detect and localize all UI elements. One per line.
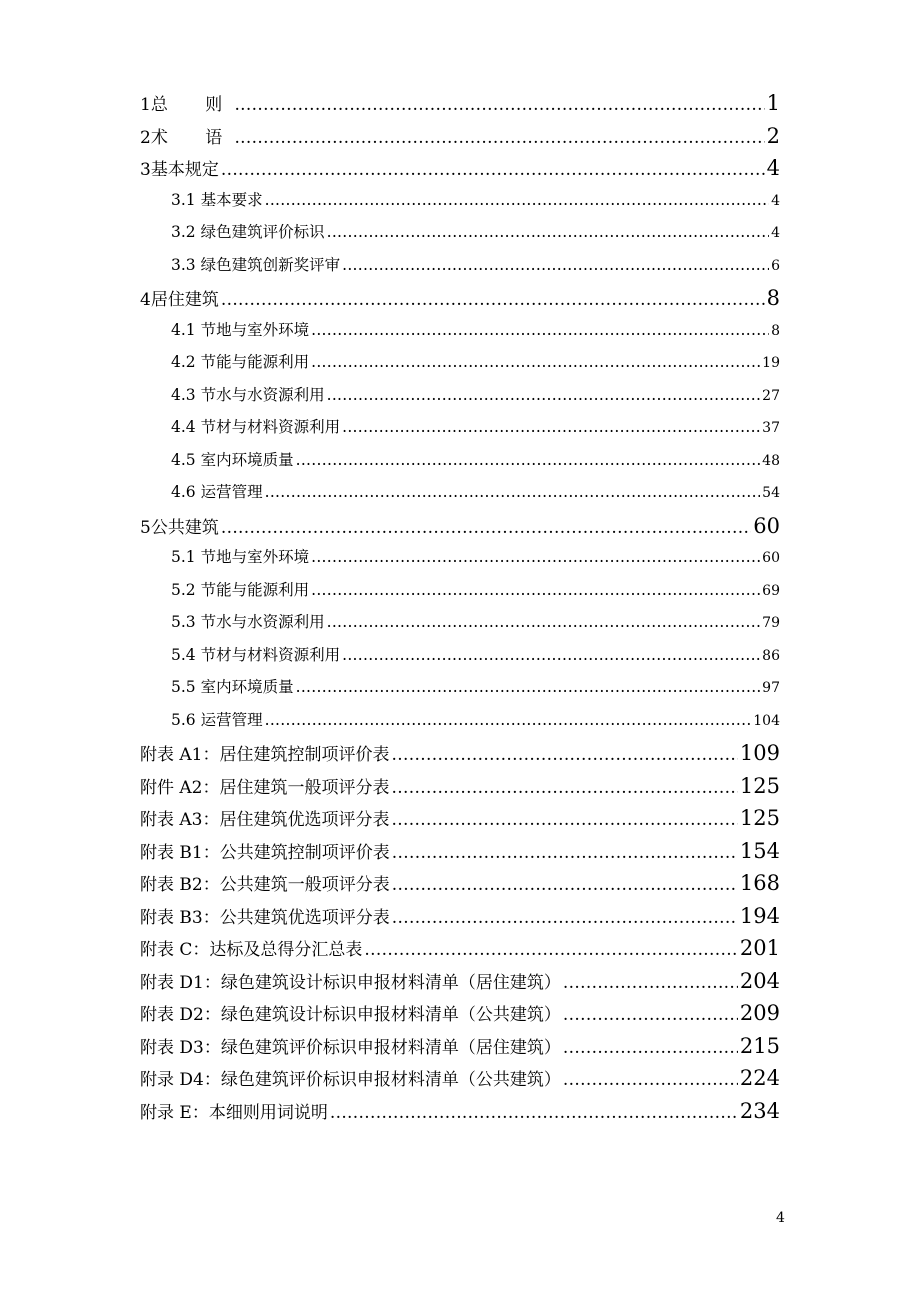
toc-entry[interactable]: [140, 1065, 780, 1098]
toc-entry-page: 168: [739, 871, 780, 895]
toc-entry-page: 4: [771, 192, 780, 209]
toc-entry-title: 附表 A3：居住建筑优选项评分表: [140, 810, 390, 830]
toc-dot-leader: [392, 810, 738, 830]
toc-entry[interactable]: [140, 610, 780, 643]
toc-entry-page: 8: [771, 322, 780, 339]
toc-entry-page: 4: [771, 225, 780, 241]
toc-entry[interactable]: [140, 870, 780, 903]
toc-entry-title: 4.5 室内环境质量: [171, 450, 294, 469]
toc-entry-title: 4.4 节材与材料资源利用: [171, 418, 341, 436]
toc-entry-page: 8: [766, 286, 780, 310]
toc-entry-page: 48: [762, 452, 780, 469]
toc-dot-leader: [342, 646, 760, 664]
toc-dot-leader: [342, 256, 769, 274]
toc-dot-leader: [364, 940, 737, 960]
toc-dot-leader: [563, 1005, 738, 1025]
toc-entry[interactable]: [140, 805, 780, 838]
toc-entry-page: 69: [762, 582, 780, 599]
toc-dot-leader: [234, 128, 764, 148]
toc-entry-page: 2: [766, 123, 780, 148]
toc-entry-number: 2: [140, 127, 151, 148]
toc-entry-page: 204: [739, 968, 780, 993]
toc-entry-title: 5.2 节能与能源利用: [171, 580, 310, 599]
toc-dot-leader: [311, 581, 760, 599]
toc-entry-number: 5: [140, 517, 151, 538]
toc-entry[interactable]: [140, 155, 780, 188]
toc-entry-page: 234: [739, 1098, 780, 1123]
toc-entry[interactable]: [140, 90, 780, 123]
toc-entry-title: 4.3 节水与水资源利用: [171, 385, 325, 404]
toc-dot-leader: [327, 386, 761, 404]
toc-entry-page: 6: [771, 257, 780, 274]
toc-entry-title: 5.3 节水与水资源利用: [171, 613, 325, 631]
toc-entry-page: 194: [739, 903, 780, 928]
toc-dot-leader: [327, 223, 770, 241]
toc-dot-leader: [311, 548, 760, 566]
toc-dot-leader: [563, 1038, 738, 1058]
toc-entry[interactable]: [140, 545, 780, 578]
toc-entry[interactable]: [140, 838, 780, 871]
toc-entry[interactable]: [140, 415, 780, 448]
toc-entry-title: 附件 A2：居住建筑一般项评分表: [140, 777, 390, 798]
toc-entry-title: 总 则: [150, 95, 233, 115]
toc-dot-leader: [392, 843, 738, 863]
toc-entry-title: 基本规定: [150, 160, 219, 180]
toc-entry-page: 27: [762, 387, 780, 404]
toc-dot-leader: [234, 95, 764, 115]
toc-entry-title: 附表 D2：绿色建筑设计标识申报材料清单（公共建筑）: [140, 1005, 561, 1025]
toc-entry-title: 附表 C：达标及总得分汇总表: [140, 940, 363, 960]
toc-entry-title: 5.1 节地与室外环境: [171, 548, 310, 566]
page-number: 4: [776, 1210, 785, 1226]
toc-dot-leader: [392, 875, 738, 895]
toc-dot-leader: [327, 613, 761, 631]
toc-entry-page: 201: [739, 936, 780, 960]
toc-entry[interactable]: [140, 675, 780, 708]
toc-entry-number: 1: [140, 95, 151, 115]
toc-dot-leader: [392, 778, 738, 798]
toc-entry-page: 60: [753, 513, 780, 538]
toc-entry-title: 居住建筑: [150, 290, 219, 310]
toc-entry-page: 37: [762, 420, 780, 436]
toc-entry[interactable]: [140, 740, 780, 773]
toc-entry-title: 术 语: [150, 127, 233, 148]
toc-dot-leader: [265, 483, 761, 501]
toc-entry-number: 3: [140, 160, 151, 180]
toc-dot-leader: [221, 290, 765, 310]
toc-entry-title: 3.2 绿色建筑评价标识: [171, 223, 325, 241]
toc-entry-title: 5.6 运营管理: [171, 710, 263, 729]
toc-entry-title: 3.1 基本要求: [171, 190, 263, 209]
toc-dot-leader: [392, 745, 738, 765]
toc-entry[interactable]: [140, 968, 780, 1001]
toc-entry[interactable]: [140, 220, 780, 253]
toc-entry-page: 97: [762, 680, 780, 696]
toc-entry-title: 附录 E：本细则用词说明: [140, 1102, 328, 1123]
table-of-contents: [140, 90, 780, 1130]
toc-dot-leader: [342, 418, 760, 436]
toc-entry-title: 5.4 节材与材料资源利用: [171, 645, 341, 664]
toc-dot-leader: [265, 191, 770, 209]
toc-entry-title: 5.5 室内环境质量: [171, 678, 294, 696]
toc-entry-title: 公共建筑: [150, 517, 219, 538]
toc-entry[interactable]: [140, 383, 780, 416]
toc-dot-leader: [221, 160, 765, 180]
toc-entry-title: 附表 B3：公共建筑优选项评分表: [140, 907, 390, 928]
toc-dot-leader: [392, 908, 738, 928]
toc-entry[interactable]: [140, 1033, 780, 1066]
toc-entry-page: 104: [753, 712, 780, 729]
toc-dot-leader: [221, 518, 751, 538]
toc-entry-page: 86: [762, 647, 780, 664]
toc-dot-leader: [311, 321, 769, 339]
toc-entry-page: 79: [762, 615, 780, 631]
toc-entry[interactable]: [140, 513, 780, 546]
toc-entry-page: 125: [739, 773, 780, 798]
toc-entry-page: 224: [739, 1066, 780, 1090]
toc-entry[interactable]: [140, 773, 780, 806]
toc-entry-page: 1: [766, 91, 780, 115]
toc-entry-page: 125: [739, 806, 780, 830]
toc-dot-leader: [296, 451, 761, 469]
toc-entry-page: 215: [739, 1033, 780, 1058]
toc-entry-title: 附表 B2：公共建筑一般项评分表: [140, 875, 390, 895]
toc-entry-title: 附录 D4：绿色建筑评价标识申报材料清单（公共建筑）: [140, 1070, 561, 1090]
toc-entry-number: 4: [140, 290, 151, 310]
toc-entry-page: 19: [762, 355, 780, 371]
toc-dot-leader: [265, 711, 752, 729]
toc-entry[interactable]: [140, 903, 780, 936]
toc-entry[interactable]: [140, 708, 780, 741]
toc-entry[interactable]: [140, 1000, 780, 1033]
toc-dot-leader: [311, 353, 760, 371]
toc-dot-leader: [296, 678, 761, 696]
toc-entry[interactable]: [140, 318, 780, 351]
toc-entry[interactable]: [140, 285, 780, 318]
toc-entry[interactable]: [140, 188, 780, 221]
toc-entry-page: 109: [739, 741, 780, 765]
toc-entry[interactable]: [140, 253, 780, 286]
toc-entry-page: 154: [739, 838, 780, 863]
toc-entry-page: 209: [739, 1001, 780, 1025]
toc-entry-title: 4.6 运营管理: [171, 483, 263, 501]
toc-entry[interactable]: [140, 643, 780, 676]
toc-dot-leader: [563, 1070, 738, 1090]
toc-entry[interactable]: [140, 350, 780, 383]
toc-entry-title: 附表 D1：绿色建筑设计标识申报材料清单（居住建筑）: [140, 972, 561, 993]
toc-entry-title: 附表 A1：居住建筑控制项评价表: [140, 745, 390, 765]
toc-entry[interactable]: [140, 578, 780, 611]
toc-entry-page: 54: [762, 485, 780, 501]
toc-entry[interactable]: [140, 935, 780, 968]
toc-entry-page: 60: [762, 550, 780, 566]
toc-entry[interactable]: [140, 480, 780, 513]
toc-entry-page: 4: [766, 156, 780, 180]
toc-entry[interactable]: [140, 123, 780, 156]
toc-entry-title: 4.2 节能与能源利用: [171, 353, 310, 371]
toc-entry-title: 附表 B1：公共建筑控制项评价表: [140, 842, 390, 863]
toc-dot-leader: [563, 973, 738, 993]
toc-entry-title: 4.1 节地与室外环境: [171, 320, 310, 339]
toc-entry-title: 附表 D3：绿色建筑评价标识申报材料清单（居住建筑）: [140, 1037, 561, 1058]
toc-entry-title: 3.3 绿色建筑创新奖评审: [171, 255, 341, 274]
toc-entry[interactable]: [140, 448, 780, 481]
toc-dot-leader: [330, 1103, 738, 1123]
toc-entry[interactable]: [140, 1098, 780, 1131]
